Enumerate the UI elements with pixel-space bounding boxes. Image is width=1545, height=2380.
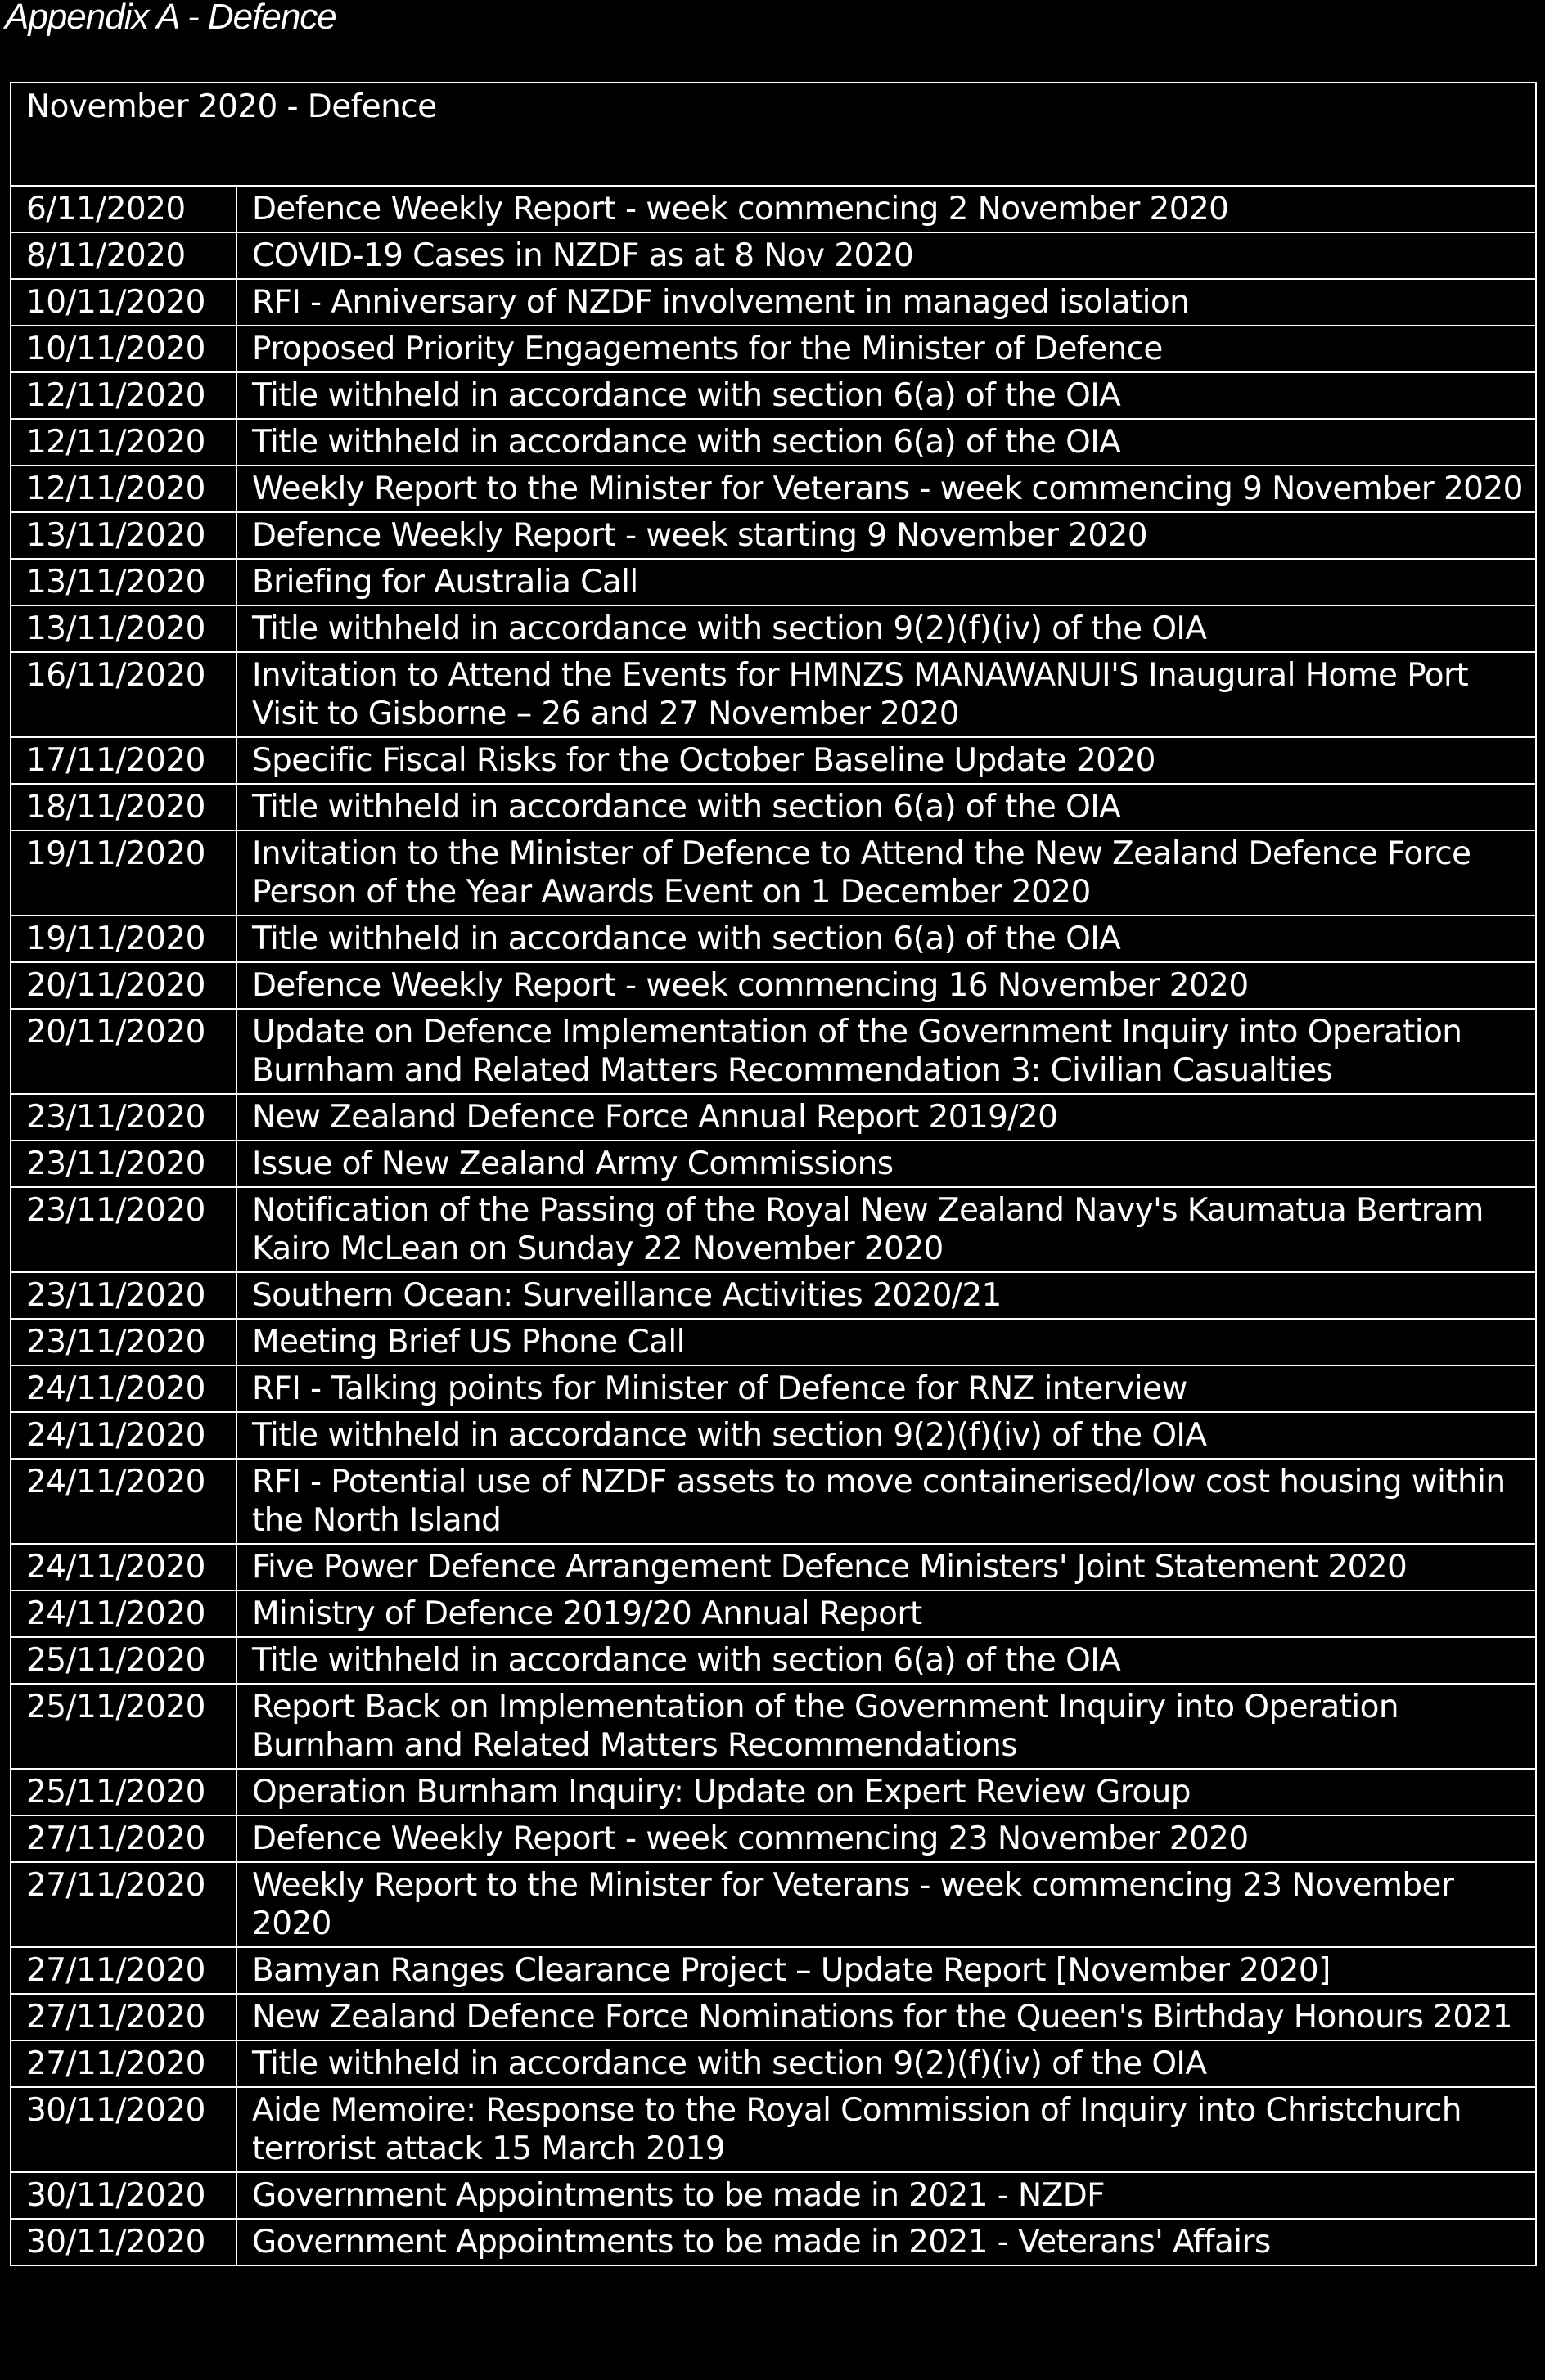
table-row: [11, 512, 1536, 559]
table-row: [11, 279, 1536, 326]
row-title: Aide Memoire: Response to the Royal Commission of Inquiry into Christchurch terrorist attack 15 March 2019: [236, 2087, 1536, 2172]
row-title: Title withheld in accordance with section 6(a) of the OIA: [236, 419, 1536, 466]
table-row: [11, 1994, 1536, 2040]
table-row: [11, 737, 1536, 784]
row-date: 12/11/2020: [11, 372, 236, 419]
row-title: Defence Weekly Report - week starting 9 November 2020: [236, 512, 1536, 559]
row-title: Briefing for Australia Call: [236, 559, 1536, 605]
row-date: 27/11/2020: [11, 2040, 236, 2087]
table-row: [11, 784, 1536, 830]
row-title: Weekly Report to the Minister for Veterans - week commencing 9 November 2020: [236, 466, 1536, 512]
table-row: [11, 830, 1536, 916]
row-date: 20/11/2020: [11, 962, 236, 1009]
table-row: [11, 2219, 1536, 2265]
row-date: 24/11/2020: [11, 1544, 236, 1590]
row-date: 23/11/2020: [11, 1272, 236, 1319]
row-title: Meeting Brief US Phone Call: [236, 1319, 1536, 1365]
table-row: [11, 1590, 1536, 1637]
row-date: 18/11/2020: [11, 784, 236, 830]
table-row: [11, 2087, 1536, 2172]
row-date: 27/11/2020: [11, 1815, 236, 1862]
row-title: Bamyan Ranges Clearance Project – Update Report [November 2020]: [236, 1947, 1536, 1994]
table-row: [11, 1862, 1536, 1947]
table-row: [11, 916, 1536, 962]
row-date: 24/11/2020: [11, 1459, 236, 1544]
table-row: [11, 1272, 1536, 1319]
row-title: Invitation to Attend the Events for HMNZS MANAWANUI'S Inaugural Home Port Visit to Gisborne – 26 and 27 November 2020: [236, 652, 1536, 737]
row-date: 8/11/2020: [11, 232, 236, 279]
table-row: [11, 232, 1536, 279]
row-date: 23/11/2020: [11, 1141, 236, 1187]
row-date: 19/11/2020: [11, 916, 236, 962]
row-date: 12/11/2020: [11, 419, 236, 466]
row-date: 6/11/2020: [11, 186, 236, 232]
row-date: 27/11/2020: [11, 1862, 236, 1947]
row-title: Invitation to the Minister of Defence to Attend the New Zealand Defence Force Person of the Year Awards Event on 1 December 2020: [236, 830, 1536, 916]
row-date: 27/11/2020: [11, 1947, 236, 1994]
row-title: Proposed Priority Engagements for the Minister of Defence: [236, 326, 1536, 372]
row-title: Ministry of Defence 2019/20 Annual Report: [236, 1590, 1536, 1637]
row-date: 16/11/2020: [11, 652, 236, 737]
row-title: RFI - Potential use of NZDF assets to move containerised/low cost housing within the North Island: [236, 1459, 1536, 1544]
row-title: Title withheld in accordance with section 9(2)(f)(iv) of the OIA: [236, 1412, 1536, 1459]
row-title: Title withheld in accordance with section 6(a) of the OIA: [236, 1637, 1536, 1684]
row-title: New Zealand Defence Force Annual Report 2019/20: [236, 1094, 1536, 1141]
table-row: [11, 326, 1536, 372]
table-row: [11, 2172, 1536, 2219]
row-date: 10/11/2020: [11, 326, 236, 372]
table-row: [11, 1637, 1536, 1684]
row-date: 30/11/2020: [11, 2219, 236, 2265]
row-date: 19/11/2020: [11, 830, 236, 916]
row-title: RFI - Anniversary of NZDF involvement in managed isolation: [236, 279, 1536, 326]
table-row: [11, 652, 1536, 737]
row-date: 27/11/2020: [11, 1994, 236, 2040]
table-row: [11, 1187, 1536, 1272]
row-title: Specific Fiscal Risks for the October Baseline Update 2020: [236, 737, 1536, 784]
row-title: Title withheld in accordance with section 6(a) of the OIA: [236, 916, 1536, 962]
table-row: [11, 1815, 1536, 1862]
row-title: Five Power Defence Arrangement Defence Ministers' Joint Statement 2020: [236, 1544, 1536, 1590]
row-title: Report Back on Implementation of the Government Inquiry into Operation Burnham and Related Matters Recommendations: [236, 1684, 1536, 1769]
row-title: Title withheld in accordance with section 9(2)(f)(iv) of the OIA: [236, 605, 1536, 652]
row-date: 24/11/2020: [11, 1365, 236, 1412]
page-title: Appendix A - Defence: [5, 0, 336, 37]
row-date: 30/11/2020: [11, 2172, 236, 2219]
table-row: [11, 605, 1536, 652]
row-title: Defence Weekly Report - week commencing 2 November 2020: [236, 186, 1536, 232]
row-title: COVID-19 Cases in NZDF as at 8 Nov 2020: [236, 232, 1536, 279]
row-title: Issue of New Zealand Army Commissions: [236, 1141, 1536, 1187]
table-row: [11, 1141, 1536, 1187]
table-row: [11, 962, 1536, 1009]
row-title: Update on Defence Implementation of the Government Inquiry into Operation Burnham and Related Matters Recommendation 3: Civilian Casualties: [236, 1009, 1536, 1094]
table-header: November 2020 - Defence: [11, 83, 1536, 186]
table-header-row: [11, 83, 1536, 186]
row-title: Notification of the Passing of the Royal New Zealand Navy's Kaumatua Bertram Kairo McLean on Sunday 22 November 2020: [236, 1187, 1536, 1272]
row-date: 20/11/2020: [11, 1009, 236, 1094]
table-row: [11, 1544, 1536, 1590]
row-date: 13/11/2020: [11, 512, 236, 559]
table-row: [11, 1365, 1536, 1412]
row-title: New Zealand Defence Force Nominations for the Queen's Birthday Honours 2021: [236, 1994, 1536, 2040]
row-date: 13/11/2020: [11, 605, 236, 652]
row-title: Title withheld in accordance with section 6(a) of the OIA: [236, 372, 1536, 419]
table-row: [11, 466, 1536, 512]
row-date: 25/11/2020: [11, 1637, 236, 1684]
row-date: 25/11/2020: [11, 1684, 236, 1769]
row-title: RFI - Talking points for Minister of Defence for RNZ interview: [236, 1365, 1536, 1412]
row-title: Title withheld in accordance with section 9(2)(f)(iv) of the OIA: [236, 2040, 1536, 2087]
table-row: [11, 559, 1536, 605]
row-date: 23/11/2020: [11, 1187, 236, 1272]
table-row: [11, 1319, 1536, 1365]
table-row: [11, 1684, 1536, 1769]
table-row: [11, 1412, 1536, 1459]
table-row: [11, 1009, 1536, 1094]
row-date: 24/11/2020: [11, 1590, 236, 1637]
row-title: Defence Weekly Report - week commencing 16 November 2020: [236, 962, 1536, 1009]
row-date: 25/11/2020: [11, 1769, 236, 1815]
row-date: 10/11/2020: [11, 279, 236, 326]
row-date: 24/11/2020: [11, 1412, 236, 1459]
row-date: 17/11/2020: [11, 737, 236, 784]
table-row: [11, 1947, 1536, 1994]
table-row: [11, 1769, 1536, 1815]
table-row: [11, 186, 1536, 232]
row-date: 30/11/2020: [11, 2087, 236, 2172]
table-row: [11, 1094, 1536, 1141]
row-title: Southern Ocean: Surveillance Activities 2020/21: [236, 1272, 1536, 1319]
row-date: 13/11/2020: [11, 559, 236, 605]
briefings-table: [10, 82, 1537, 2266]
row-title: Government Appointments to be made in 2021 - NZDF: [236, 2172, 1536, 2219]
row-title: Weekly Report to the Minister for Veterans - week commencing 23 November 2020: [236, 1862, 1536, 1947]
row-date: 23/11/2020: [11, 1319, 236, 1365]
row-title: Government Appointments to be made in 2021 - Veterans' Affairs: [236, 2219, 1536, 2265]
table-row: [11, 2040, 1536, 2087]
table-row: [11, 1459, 1536, 1544]
row-title: Operation Burnham Inquiry: Update on Expert Review Group: [236, 1769, 1536, 1815]
table-row: [11, 372, 1536, 419]
row-title: Title withheld in accordance with section 6(a) of the OIA: [236, 784, 1536, 830]
table-row: [11, 419, 1536, 466]
row-date: 23/11/2020: [11, 1094, 236, 1141]
row-title: Defence Weekly Report - week commencing 23 November 2020: [236, 1815, 1536, 1862]
row-date: 12/11/2020: [11, 466, 236, 512]
